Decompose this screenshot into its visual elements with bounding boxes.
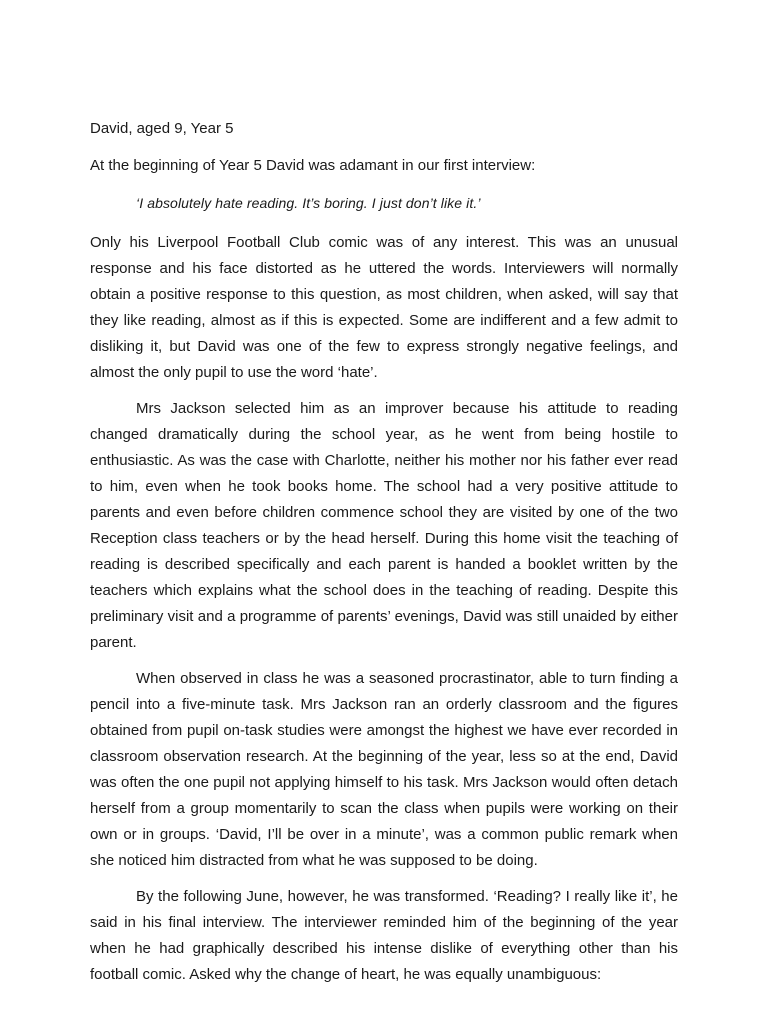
section-heading: David, aged 9, Year 5: [90, 120, 234, 137]
document-page: [90, 118, 678, 998]
intro-sentence: At the beginning of Year 5 David was adamant in our first interview:: [90, 157, 536, 174]
paragraph-1: Only his Liverpool Football Club comic was of any interest. This was an unusual response and his face distorted as he uttered the words. Interviewers will normally obtain a positive response to this question, as most children, when asked, will say that they like reading, almost as if this is expected. Some are indifferent and a few admit to disliking it, but David was one of the few to express strongly negative feelings, and almost the only pupil to use the word ‘hate’.: [90, 234, 678, 381]
block-quote: ‘I absolutely hate reading. It’s boring. I just don’t like it.’: [136, 195, 481, 211]
paragraph-2: Mrs Jackson selected him as an improver because his attitude to reading changed dramatically during the school year, as he went from being hostile to enthusiastic. As was the case with Charlotte, neither his mother nor his father ever read to him, even when he took books home. The school had a very positive attitude to parents and even before children commence school they are visited by one of the two Reception class teachers or by the head herself. During this home visit the teaching of reading is described specifically and each parent is handed a booklet written by the teachers which explains what the school does in the teaching of reading. Despite this preliminary visit and a programme of parents’ evenings, David was still unaided by either parent.: [90, 400, 678, 651]
paragraph-3: When observed in class he was a seasoned procrastinator, able to turn finding a pencil into a five-minute task. Mrs Jackson ran an orderly classroom and the figures obtained from pupil on-task studies were amongst the highest we have ever recorded in classroom observation research. At the beginning of the year, less so at the end, David was often the one pupil not applying himself to his task. Mrs Jackson would often detach herself from a group momentarily to scan the class when pupils were working on their own or in groups. ‘David, I’ll be over in a minute’, was a common public remark when she noticed him distracted from what he was supposed to be doing.: [90, 670, 678, 869]
paragraph-4: By the following June, however, he was transformed. ‘Reading? I really like it’, he said in his final interview. The interviewer reminded him of the beginning of the year when he had graphically described his intense dislike of everything other than his football comic. Asked why the change of heart, he was equally unambiguous:: [90, 888, 678, 983]
